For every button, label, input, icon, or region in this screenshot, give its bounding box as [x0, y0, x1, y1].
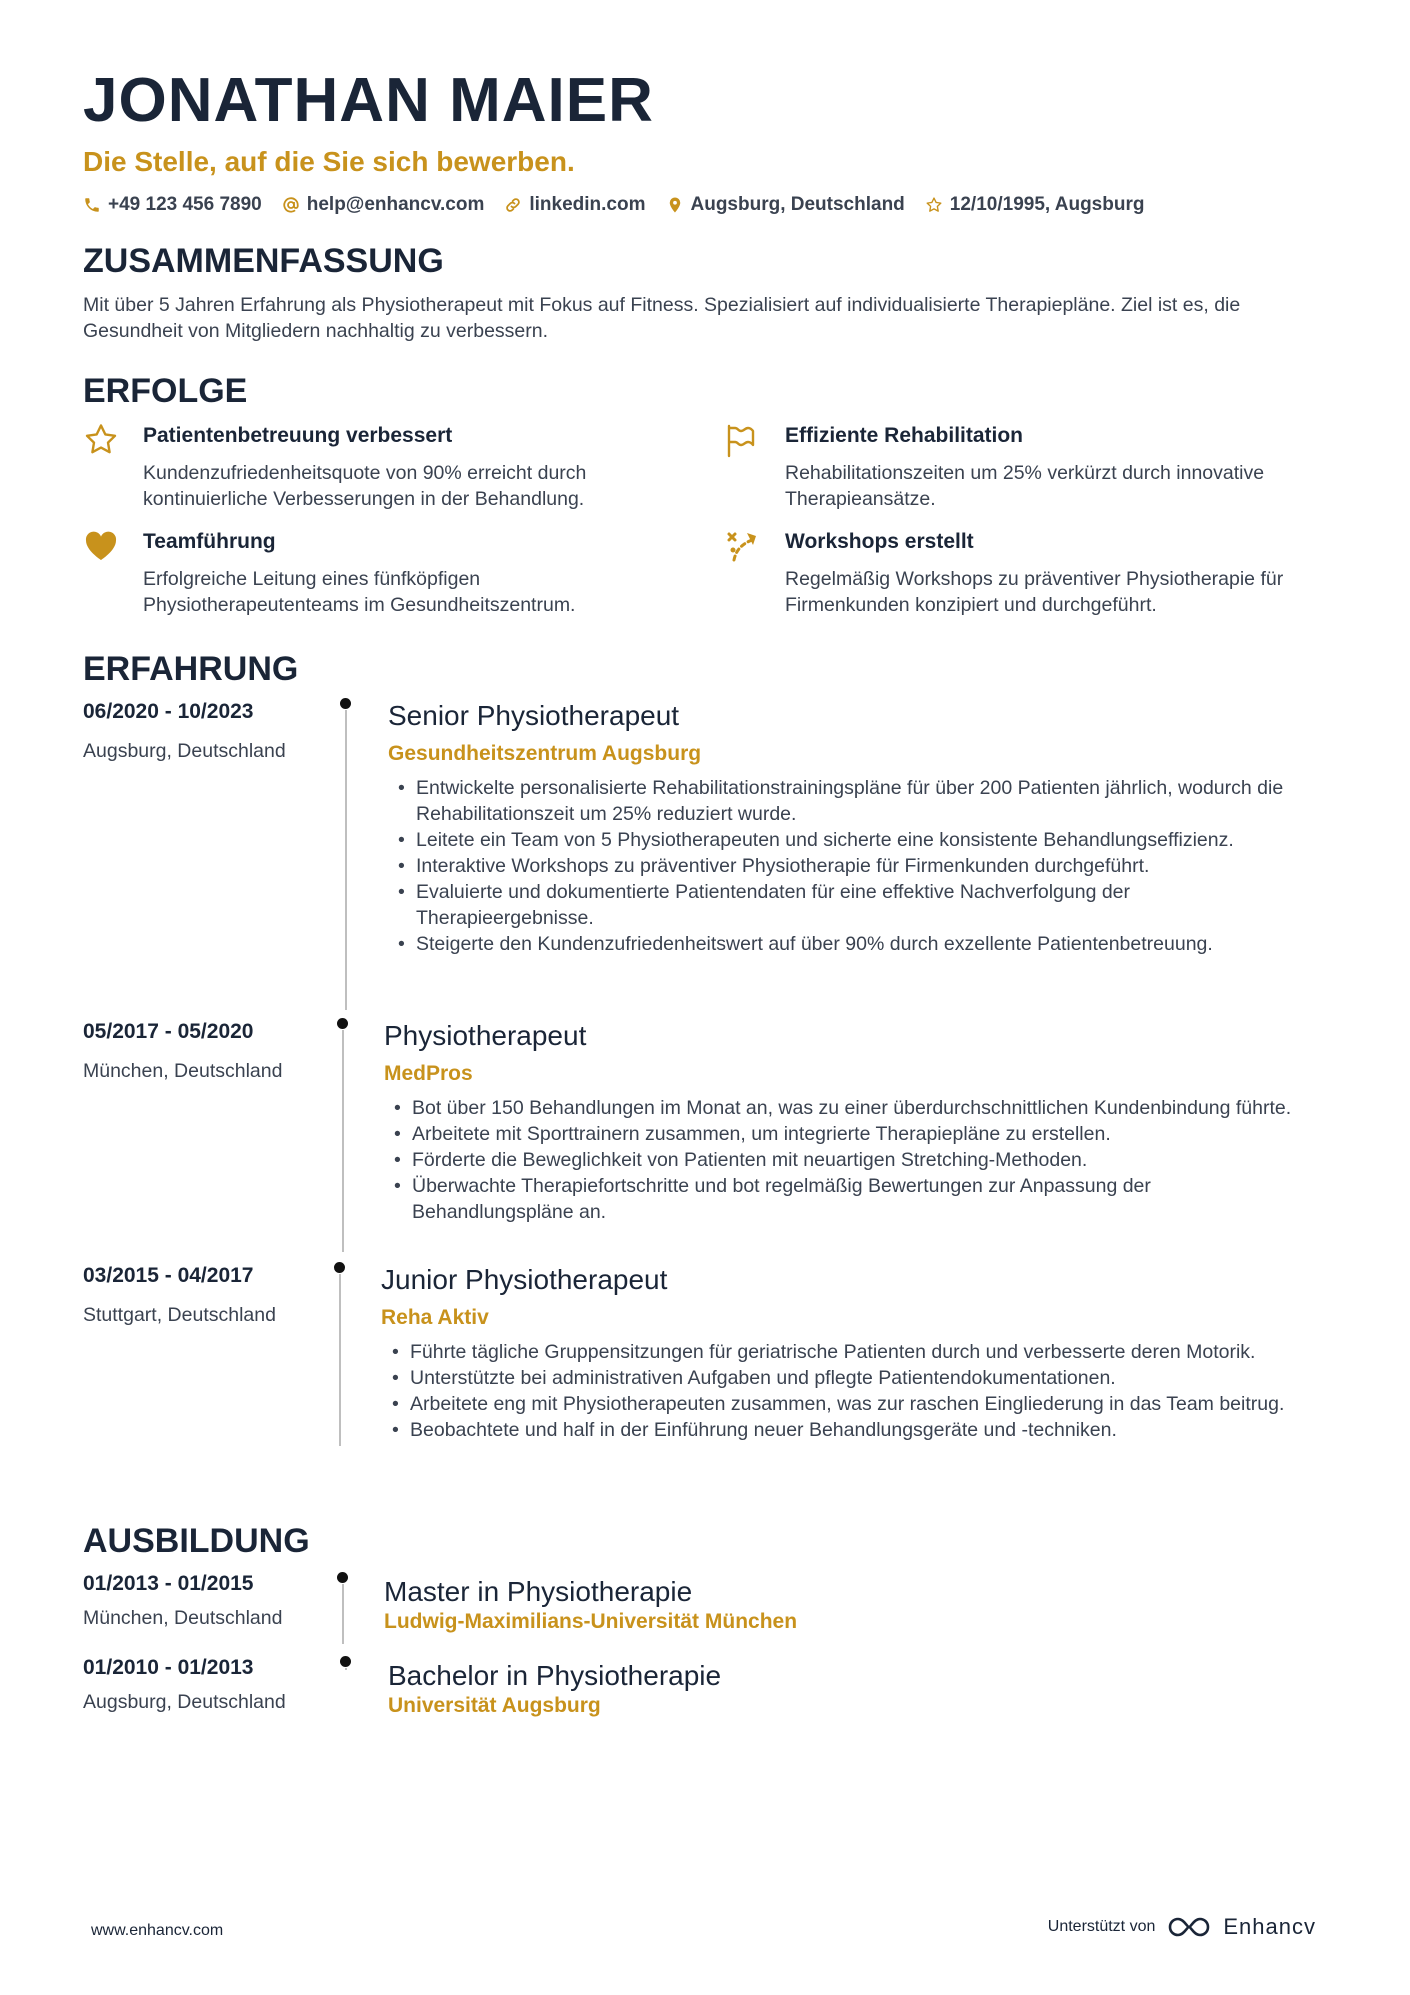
achievement-desc: Rehabilitationszeiten um 25% verkürzt durch innovative Therapieansätze. — [785, 462, 1265, 510]
edu-degree: Bachelor in Physiotherapie — [388, 1660, 722, 1691]
job-date: 05/2017 - 05/2020 — [83, 1020, 254, 1043]
achievement-title: Effiziente Rehabilitation — [785, 424, 1024, 447]
job-bullets — [386, 1339, 1346, 1443]
job-location: München, Deutschland — [83, 1060, 283, 1082]
footer-website[interactable]: www.enhancv.com — [91, 1922, 224, 1939]
edu-date: 01/2013 - 01/2015 — [83, 1572, 254, 1595]
achievements-heading: ERFOLGE — [83, 372, 248, 410]
timeline-dot — [340, 1656, 351, 1667]
achievement-desc: Kundenzufriedenheitsquote von 90% erreicht durch kontinuierliche Verbesserungen in der Behandlung. — [143, 462, 587, 510]
job-role: Physiotherapeut — [384, 1020, 587, 1051]
edu-date: 01/2010 - 01/2013 — [83, 1656, 254, 1679]
job-bullet: • Führte tägliche Gruppensitzungen für geriatrische Patienten durch und verbesserte deren Motorik. — [386, 1339, 1346, 1365]
job-bullets — [392, 775, 1312, 957]
job-company: MedPros — [384, 1062, 473, 1085]
heart-icon — [83, 528, 119, 564]
contact-linkedin[interactable] — [504, 194, 645, 216]
job-bullet: • Überwachte Therapiefortschritte und bot regelmäßig Bewertungen zur Anpassung der Behandlungspläne an. — [388, 1173, 1308, 1225]
edu-school: Universität Augsburg — [388, 1694, 601, 1717]
achievement-desc: Erfolgreiche Leitung eines fünfköpfigen Physiotherapeutenteams im Gesundheitszentrum. — [143, 568, 576, 616]
job-date: 06/2020 - 10/2023 — [83, 700, 254, 723]
contact-bar — [83, 194, 1144, 216]
job-bullet: • Unterstützte bei administrativen Aufgaben und pflegte Patientendokumentationen. — [386, 1365, 1346, 1391]
edu-location: Augsburg, Deutschland — [83, 1691, 286, 1713]
contact-email[interactable] — [282, 194, 485, 216]
strategy-icon — [725, 528, 761, 564]
achievement-desc: Regelmäßig Workshops zu präventiver Physiotherapie für Firmenkunden konzipiert und durchgeführt. — [785, 568, 1284, 616]
job-bullet: • Interaktive Workshops zu präventiver Physiotherapie für Firmenkunden durchgeführt. — [392, 853, 1312, 879]
achievement-title: Workshops erstellt — [785, 530, 974, 553]
job-bullet: • Steigerte den Kundenzufriedenheitswert auf über 90% durch exzellente Patientenbetreuung. — [392, 931, 1312, 957]
job-location: Augsburg, Deutschland — [83, 740, 286, 762]
at-icon — [282, 196, 300, 214]
job-bullet: • Evaluierte und dokumentierte Patientendaten für eine effektive Nachverfolgung der Therapieergebnisse. — [392, 879, 1312, 931]
job-bullet: • Beobachtete und half in der Einführung neuer Behandlungsgeräte und -techniken. — [386, 1417, 1346, 1443]
contact-birth-text: 12/10/1995, Augsburg — [949, 194, 1145, 215]
contact-linkedin-text: linkedin.com — [529, 194, 646, 215]
summary-text: Mit über 5 Jahren Erfahrung als Physiotherapeut mit Fokus auf Fitness. Spezialisiert auf individualisierte Therapiepläne. Ziel ist es, die Gesundheit von Mitgliedern nachhaltig zu verbessern. — [83, 294, 1241, 342]
footer-brand: Enhancv — [1223, 1914, 1316, 1939]
contact-email-text: help@enhancv.com — [306, 194, 485, 215]
timeline-line — [345, 1668, 347, 1670]
timeline-dot — [340, 698, 351, 709]
job-bullet: • Förderte die Beweglichkeit von Patienten mit neuartigen Stretching-Methoden. — [388, 1147, 1308, 1173]
job-location: Stuttgart, Deutschland — [83, 1304, 276, 1326]
achievement-title: Teamführung — [143, 530, 276, 553]
job-role: Junior Physiotherapeut — [381, 1264, 668, 1295]
edu-location: München, Deutschland — [83, 1607, 283, 1629]
edu-degree: Master in Physiotherapie — [384, 1576, 693, 1607]
job-bullet: • Arbeitete eng mit Physiotherapeuten zusammen, was zur raschen Eingliederung in das Team beitrug. — [386, 1391, 1346, 1417]
achievement-title: Patientenbetreuung verbessert — [143, 424, 453, 447]
edu-school: Ludwig-Maximilians-Universität München — [384, 1610, 798, 1633]
timeline-dot — [334, 1262, 345, 1273]
summary-heading: ZUSAMMENFASSUNG — [83, 242, 444, 280]
job-bullet: • Arbeitete mit Sporttrainern zusammen, um integrierte Therapiepläne zu erstellen. — [388, 1121, 1308, 1147]
contact-location-text: Augsburg, Deutschland — [690, 194, 905, 215]
footer-branding[interactable] — [1048, 1914, 1316, 1940]
timeline-line — [345, 710, 347, 1010]
star-outline-icon — [83, 422, 119, 458]
timeline-line — [342, 1584, 344, 1644]
contact-birth — [925, 194, 1145, 216]
timeline-line — [342, 1030, 344, 1252]
link-icon — [504, 196, 522, 214]
job-bullet: • Bot über 150 Behandlungen im Monat an, was zu einer überdurchschnittlichen Kundenbindung führte. — [388, 1095, 1308, 1121]
job-title: Die Stelle, auf die Sie sich bewerben. — [83, 146, 575, 177]
enhancv-logo-icon — [1167, 1915, 1211, 1939]
job-company: Gesundheitszentrum Augsburg — [388, 742, 702, 765]
job-bullets — [388, 1095, 1308, 1225]
footer-powered-by: Unterstützt von — [1047, 1918, 1156, 1935]
location-pin-icon — [666, 196, 684, 214]
contact-location — [666, 194, 905, 216]
contact-phone[interactable] — [83, 194, 262, 216]
timeline-dot — [337, 1018, 348, 1029]
job-bullet: • Leitete ein Team von 5 Physiotherapeuten und sicherte eine konsistente Behandlungseffizienz. — [392, 827, 1312, 853]
flag-icon — [725, 422, 761, 458]
contact-phone-text: +49 123 456 7890 — [108, 194, 262, 215]
job-bullet: • Entwickelte personalisierte Rehabilitationstrainingspläne für über 200 Patienten jährlich, wodurch die Rehabilitationszeit um 25% reduziert wurde. — [392, 775, 1312, 827]
phone-icon — [83, 196, 101, 214]
job-role: Senior Physiotherapeut — [388, 700, 680, 731]
education-heading: AUSBILDUNG — [83, 1522, 310, 1560]
experience-heading: ERFAHRUNG — [83, 650, 299, 688]
timeline-dot — [337, 1572, 348, 1583]
candidate-name: JONATHAN MAIER — [83, 66, 654, 135]
job-company: Reha Aktiv — [381, 1306, 489, 1329]
job-date: 03/2015 - 04/2017 — [83, 1264, 254, 1287]
timeline-line — [339, 1274, 341, 1446]
star-icon — [925, 196, 943, 214]
